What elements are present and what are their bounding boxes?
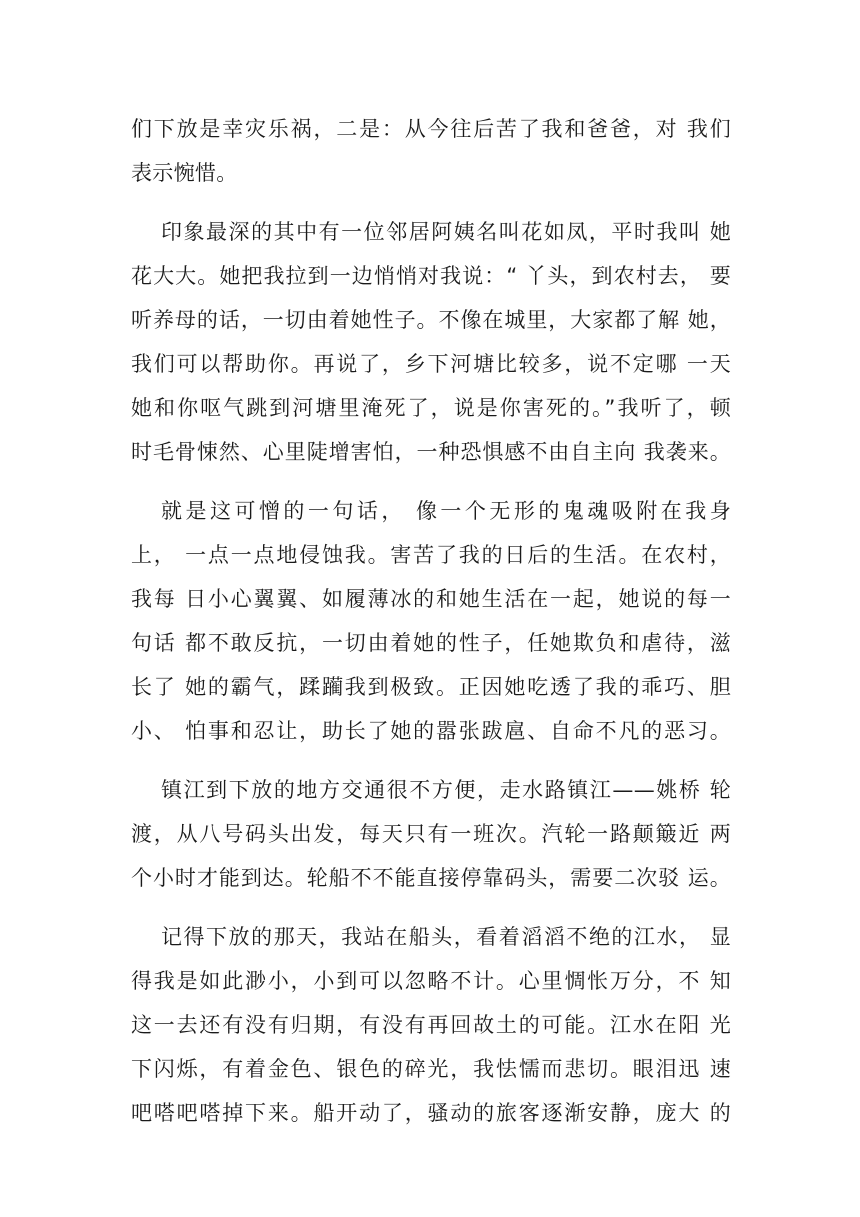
text-line: 渡，从八号码头出发，每天只有一班次。汽轮一路颠簸近 两 <box>131 822 731 846</box>
text-line: 时毛骨悚然、心里陡增害怕，一种恐惧感不由自主向 我袭来。 <box>131 440 731 464</box>
text-line: 小、 怕事和忍让，助长了她的嚣张跋扈、自命不凡的恶习。 <box>131 719 731 743</box>
text-line: 上， 一点一点地侵蚀我。害苦了我的日后的生活。在农村， <box>131 543 731 567</box>
text-line: 得我是如此渺小，小到可以忽略不计。心里惆怅万分，不 知 <box>131 969 731 993</box>
text-line: 记得下放的那天，我站在船头，看着滔滔不绝的江水， 显 <box>161 925 731 949</box>
text-line: 印象最深的其中有一位邻居阿姨名叫花如凤，平时我叫 她 <box>161 220 731 244</box>
text-line: 就是这可憎的一句话， 像一个无形的鬼魂吸附在我身 <box>161 499 731 523</box>
text-line: 句话 都不敢反抗，一切由着她的性子，任她欺负和虐待，滋 <box>131 631 731 655</box>
text-line: 这一去还有没有归期，有没有再回故土的可能。江水在阳 光 <box>131 1013 731 1037</box>
text-line: 我每 日小心翼翼、如履薄冰的和她生活在一起，她说的每一 <box>131 587 731 611</box>
text-line: 长了 她的霸气，蹂躏我到极致。正因她吃透了我的乖巧、胆 <box>131 675 731 699</box>
text-line: 镇江到下放的地方交通很不方便，走水路镇江——姚桥 轮 <box>161 778 731 802</box>
text-line: 她和你呕气跳到河塘里淹死了，说是你害死的。”我听了，顿 <box>131 396 731 420</box>
text-line: 吧嗒吧嗒掉下来。船开动了，骚动的旅客逐渐安静，庞大 的 <box>131 1101 731 1125</box>
text-line: 们下放是幸灾乐祸，二是：从今往后苦了我和爸爸，对 我们 <box>131 117 731 141</box>
text-line: 表示惋惜。 <box>131 161 238 185</box>
text-line: 个小时才能到达。轮船不不能直接停靠码头，需要二次驳 运。 <box>131 866 731 890</box>
text-line: 听养母的话，一切由着她性子。不像在城里，大家都了解 她， <box>131 308 731 332</box>
text-line: 下闪烁，有着金色、银色的碎光，我怯懦而悲切。眼泪迅 速 <box>131 1057 731 1081</box>
text-line: 我们可以帮助你。再说了，乡下河塘比较多，说不定哪 一天 <box>131 352 731 376</box>
text-line: 花大大。她把我拉到一边悄悄对我说：“ 丫头，到农村去， 要 <box>131 264 731 288</box>
body-text <box>131 107 731 1135</box>
